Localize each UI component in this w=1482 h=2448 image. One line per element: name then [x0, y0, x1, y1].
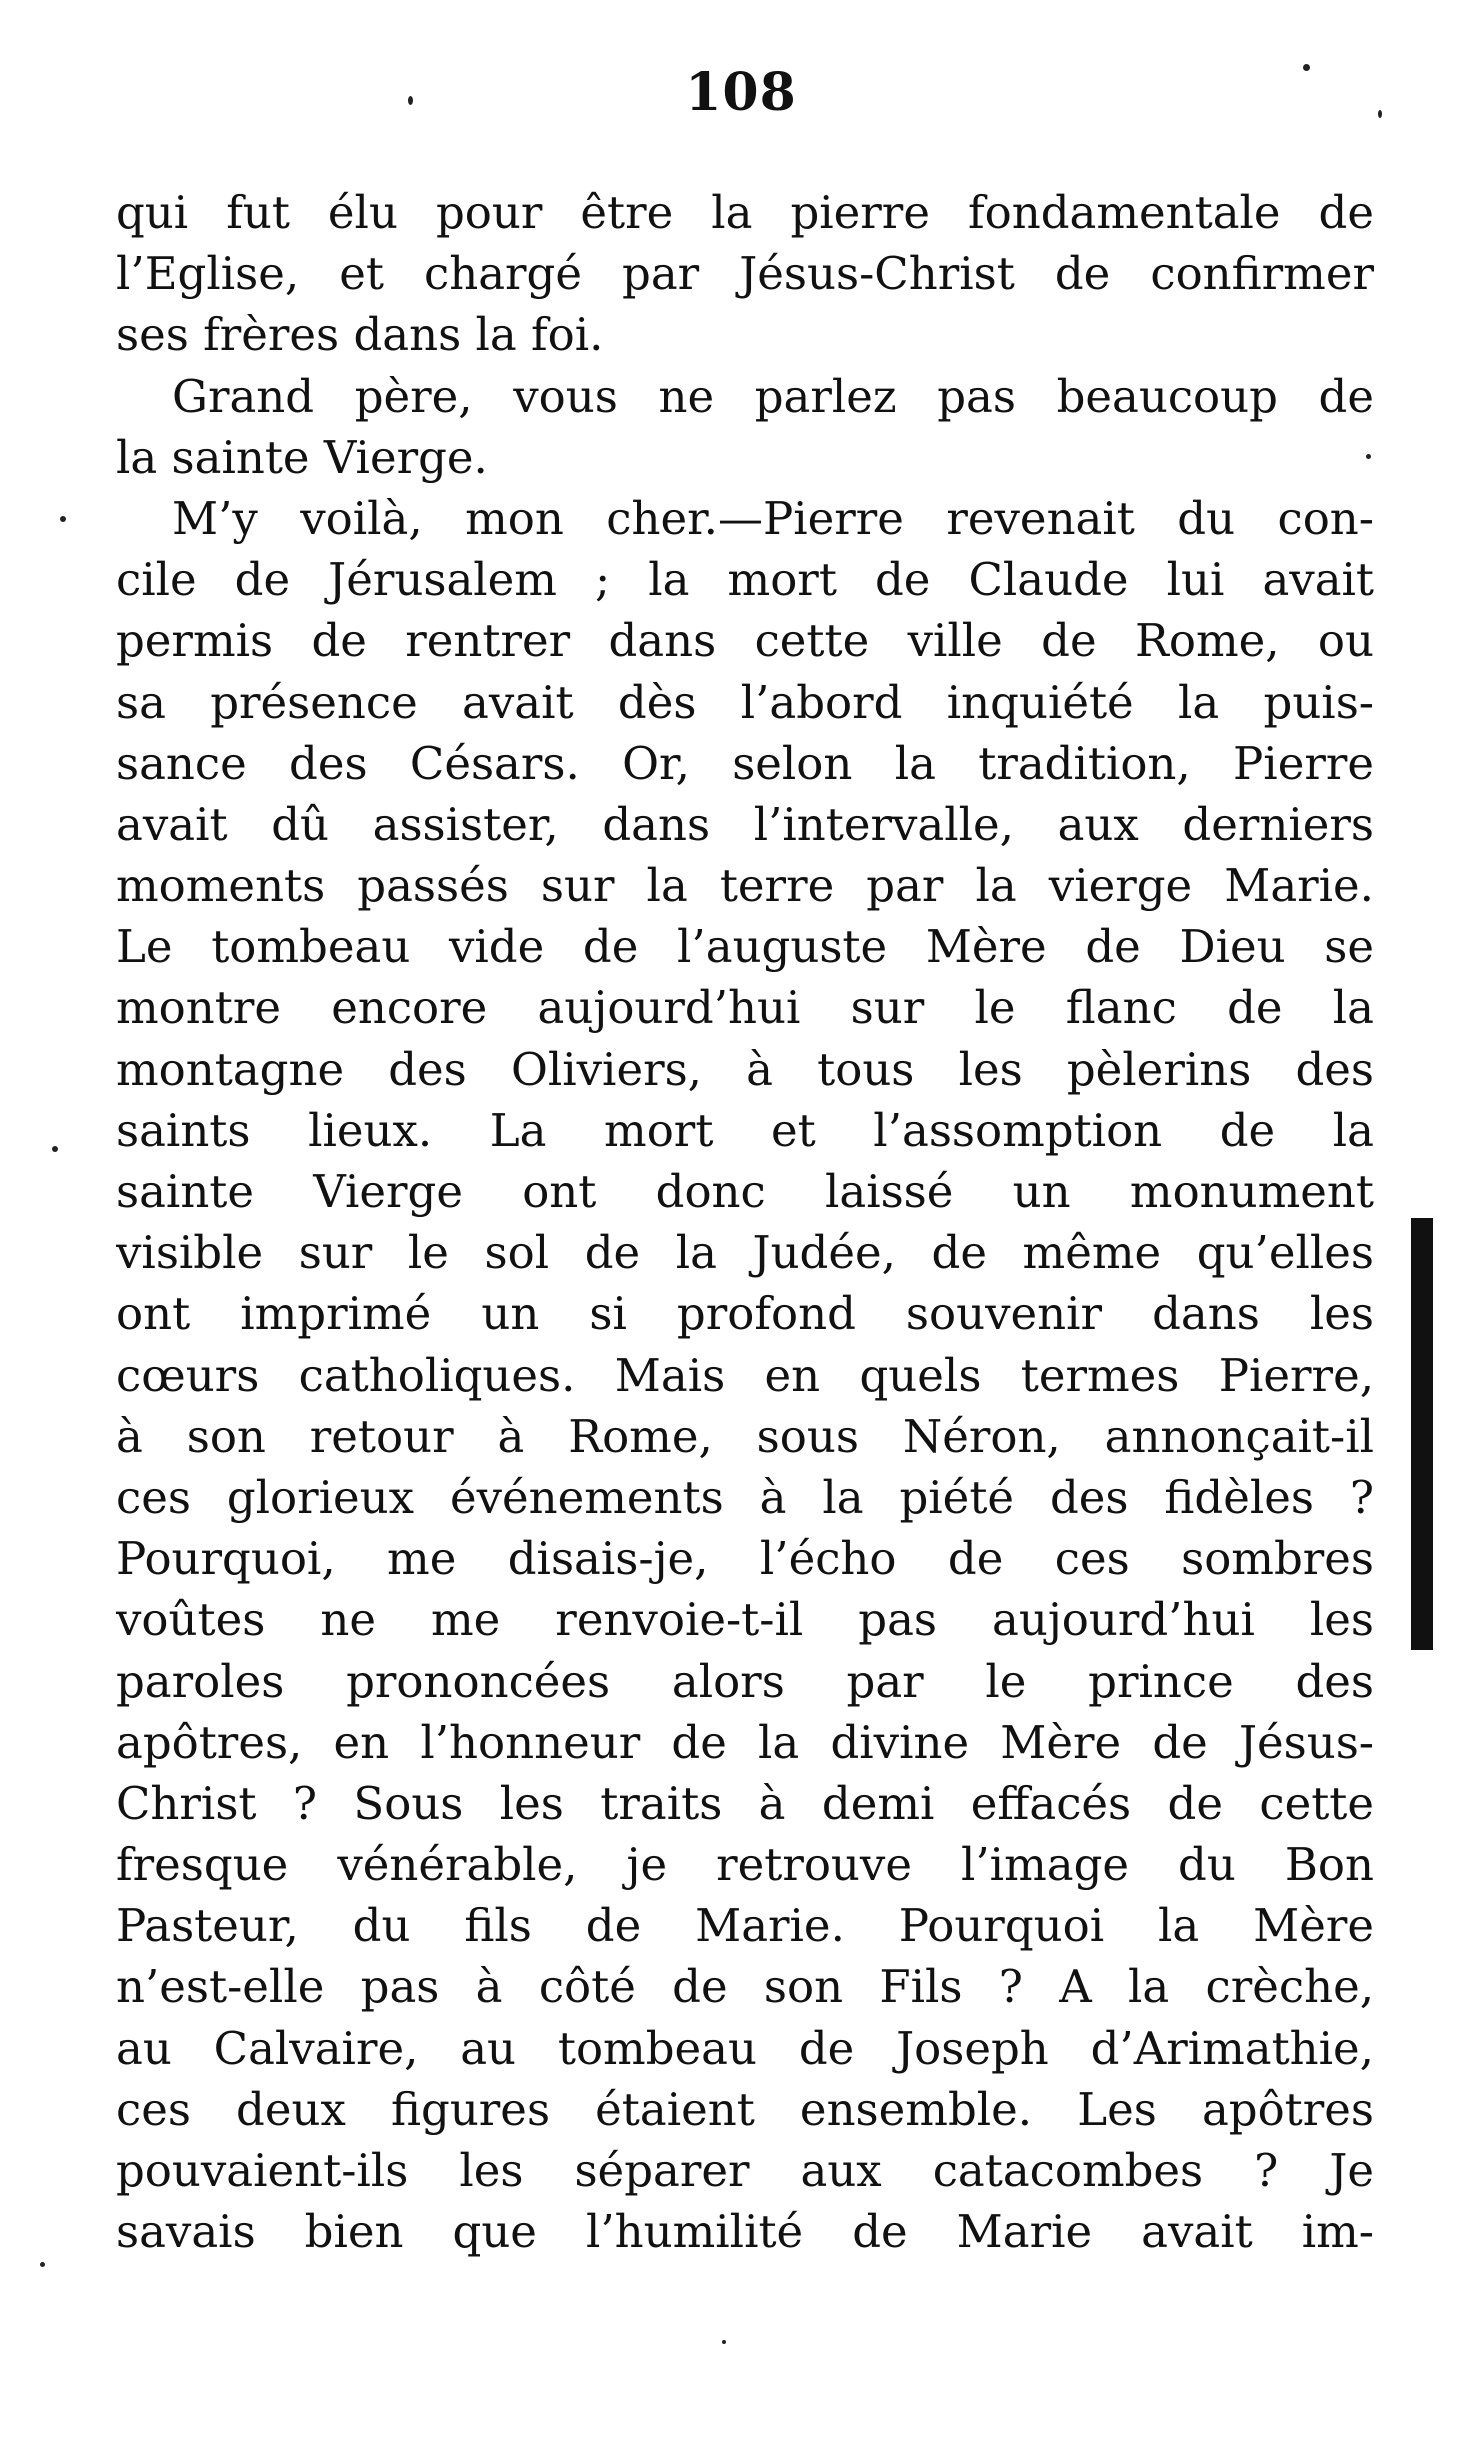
- text-line: saints lieux. La mort et l’assomption de la: [116, 1103, 1374, 1157]
- text-line: savais bien que l’humilité de Marie avait im-: [116, 2205, 1374, 2259]
- body-text: [116, 182, 1374, 2262]
- text-line: au Calvaire, au tombeau de Joseph d’Arimathie,: [116, 2021, 1374, 2075]
- text-line: montre encore aujourd’hui sur le flanc de la: [116, 981, 1374, 1035]
- text-line: Le tombeau vide de l’auguste Mère de Dieu se: [116, 920, 1374, 974]
- print-speck: [1366, 454, 1371, 459]
- margin-bar-mark: [1411, 1218, 1433, 1650]
- text-line: visible sur le sol de la Judée, de même qu’elles: [116, 1226, 1374, 1280]
- text-line: pouvaient-ils les séparer aux catacombes ? Je: [116, 2144, 1374, 2197]
- text-line: Pasteur, du fils de Marie. Pourquoi la Mère: [116, 1899, 1374, 1953]
- print-speck: [1378, 110, 1382, 118]
- text-line: Pourquoi, me disais-je, l’écho de ces sombres: [116, 1532, 1374, 1586]
- page-number: 108: [685, 62, 797, 123]
- text-line: n’est-elle pas à côté de son Fils ? A la crèche,: [116, 1960, 1374, 2014]
- print-speck: [52, 1146, 58, 1152]
- print-speck: [722, 2340, 726, 2344]
- text-line: sainte Vierge ont donc laissé un monument: [116, 1165, 1374, 1218]
- text-line: avait dû assister, dans l’intervalle, aux derniers: [116, 797, 1374, 851]
- text-line: M’y voilà, mon cher.—Pierre revenait du con-: [172, 491, 1374, 545]
- text-line: permis de rentrer dans cette ville de Rome, ou: [116, 614, 1374, 668]
- text-line: moments passés sur la terre par la vierge Marie.: [116, 859, 1374, 913]
- text-line: cœurs catholiques. Mais en quels termes Pierre,: [116, 1348, 1374, 1402]
- text-line: paroles prononcées alors par le prince des: [116, 1654, 1374, 1708]
- text-line: l’Eglise, et chargé par Jésus-Christ de confirmer: [116, 247, 1374, 301]
- text-line: Grand père, vous ne parlez pas beaucoup de: [172, 369, 1374, 423]
- text-line: qui fut élu pour être la pierre fondamentale de: [116, 186, 1374, 239]
- text-line: la sainte Vierge.: [116, 430, 488, 484]
- print-speck: [408, 96, 413, 105]
- print-speck: [1303, 64, 1310, 71]
- text-line: ont imprimé un si profond souvenir dans les: [116, 1287, 1374, 1341]
- print-speck: [40, 2262, 45, 2267]
- text-line: ces deux figures étaient ensemble. Les apôtres: [116, 2082, 1374, 2136]
- print-speck: [60, 516, 66, 522]
- text-line: montagne des Oliviers, à tous les pèlerins des: [116, 1042, 1374, 1096]
- text-line: fresque vénérable, je retrouve l’image du Bon: [116, 1838, 1374, 1892]
- text-line: ces glorieux événements à la piété des fidèles ?: [116, 1470, 1374, 1524]
- text-line: ses frères dans la foi.: [116, 308, 604, 362]
- text-line: Christ ? Sous les traits à demi effacés de cette: [116, 1776, 1374, 1830]
- text-line: cile de Jérusalem ; la mort de Claude lui avait: [116, 553, 1374, 607]
- text-line: à son retour à Rome, sous Néron, annonçait-il: [116, 1409, 1374, 1463]
- text-line: sance des Césars. Or, selon la tradition, Pierre: [116, 736, 1374, 790]
- text-line: voûtes ne me renvoie-t-il pas aujourd’hui les: [116, 1593, 1374, 1647]
- text-line: apôtres, en l’honneur de la divine Mère de Jésus-: [116, 1715, 1374, 1769]
- text-line: sa présence avait dès l’abord inquiété la puis-: [116, 675, 1374, 729]
